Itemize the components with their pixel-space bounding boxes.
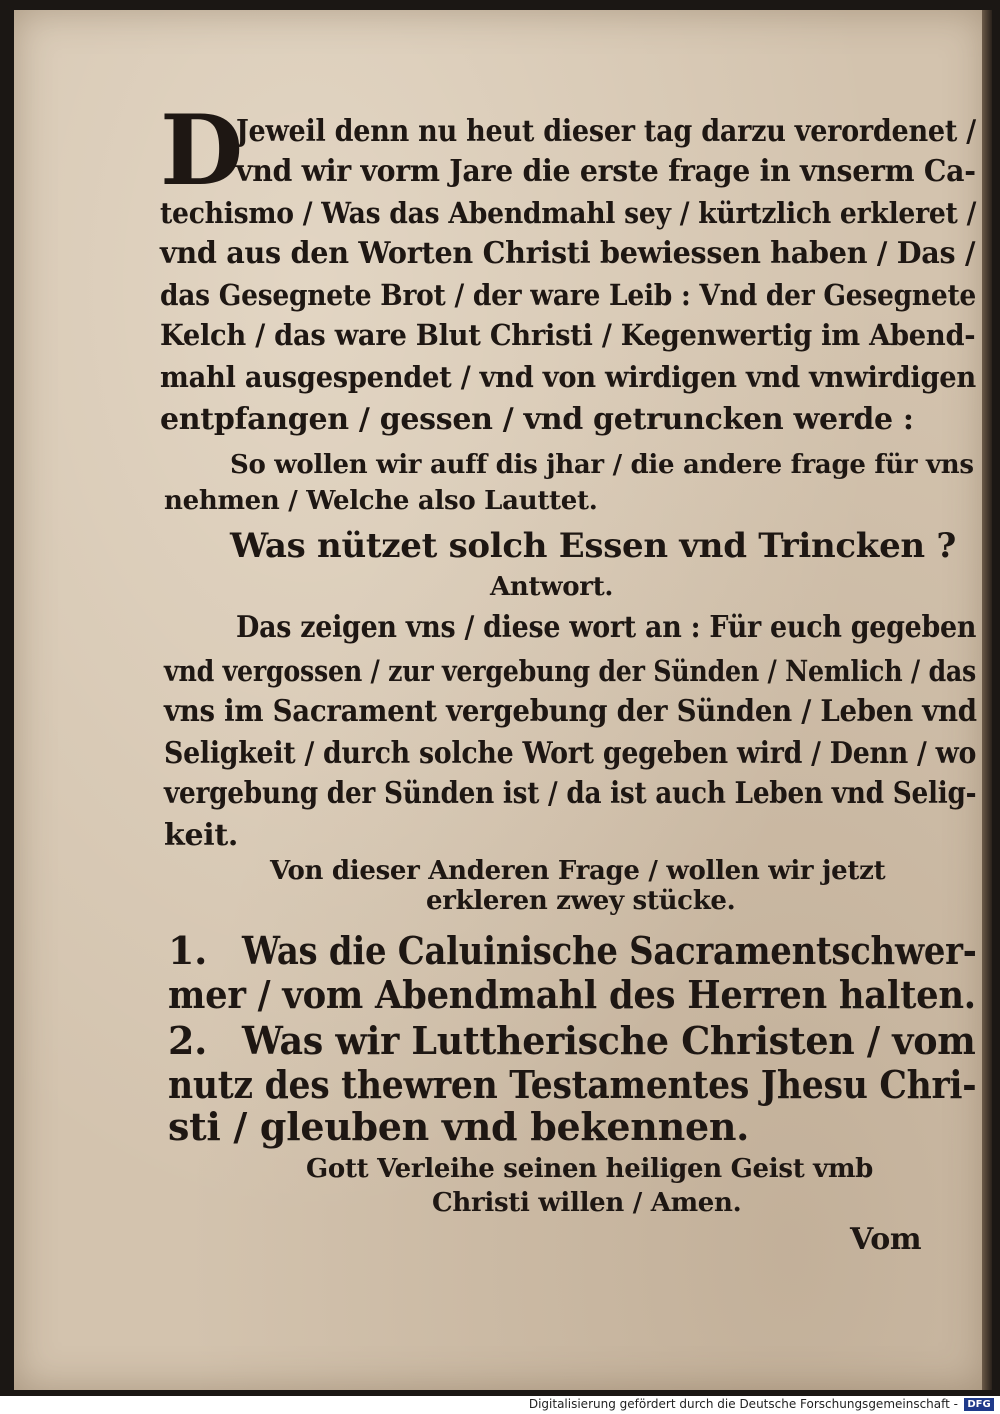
text-line: vns im Sacrament vergebung der Sünden / Leben vnd [164, 694, 977, 729]
text-line: Kelch / das ware Blut Christi / Kegenwertig im Abend- [160, 318, 976, 352]
text-line: Von dieser Anderen Frage / wollen wir jetzt [270, 856, 886, 886]
decorated-initial: D [160, 94, 244, 207]
book-spine-edge [982, 10, 992, 1390]
footer-credit: Digitalisierung gefördert durch die Deutsche Forschungsgemeinschaft - [528, 1397, 958, 1411]
text-line: erkleren zwey stücke. [426, 886, 736, 916]
list-item-line: mer / vom Abendmahl des Herren halten. [168, 972, 976, 1017]
footer-bar [0, 1396, 1000, 1414]
prayer-line: Gott Verleihe seinen heiligen Geist vmb [306, 1154, 874, 1184]
text-line: keit. [164, 818, 239, 853]
text-line: Das zeigen vns / diese wort an : Für euch gegeben [236, 610, 977, 645]
text-line: techismo / Was das Abendmahl sey / kürtzlich erkleret / [160, 196, 977, 230]
text-line: vnd aus den Worten Christi bewiessen haben / Das / [160, 236, 976, 271]
dfg-logo-icon: DFG [964, 1398, 994, 1411]
text-line: So wollen wir auff dis jhar / die andere frage für vns [230, 450, 974, 480]
list-item-line: Was die Caluinische Sacramentschwer- [242, 928, 977, 973]
list-number: 1. [168, 928, 208, 973]
text-line: entpfangen / gessen / vnd getruncken werde : [160, 402, 914, 437]
text-line: vnd wir vorm Jare die erste frage in vnserm Ca- [236, 154, 976, 189]
list-number: 2. [168, 1018, 208, 1063]
text-line: vnd vergossen / zur vergebung der Sünden / Nemlich / das [164, 654, 977, 688]
text-line: Jeweil denn nu heut dieser tag darzu verordenet / [236, 114, 976, 149]
list-item-line: Was wir Luttherische Christen / vom [242, 1018, 976, 1063]
prayer-line: Christi willen / Amen. [432, 1188, 742, 1218]
text-line: das Gesegnete Brot / der ware Leib : Vnd der Gesegnete [160, 278, 977, 312]
book-page [14, 10, 986, 1390]
list-item-line: nutz des thewren Testamentes Jhesu Chri- [168, 1062, 977, 1107]
question-heading: Was nützet solch Essen vnd Trincken ? [230, 526, 956, 566]
list-item-line: sti / gleuben vnd bekennen. [168, 1104, 750, 1149]
answer-label: Antwort. [490, 572, 614, 602]
text-line: nehmen / Welche also Lauttet. [164, 486, 598, 516]
text-line: vergebung der Sünden ist / da ist auch Leben vnd Selig- [164, 776, 977, 811]
text-line: mahl ausgespendet / vnd von wirdigen vnd vnwirdigen [160, 360, 976, 394]
text-line: Seligkeit / durch solche Wort gegeben wird / Denn / wo [164, 736, 977, 771]
catchword: Vom [850, 1222, 922, 1257]
